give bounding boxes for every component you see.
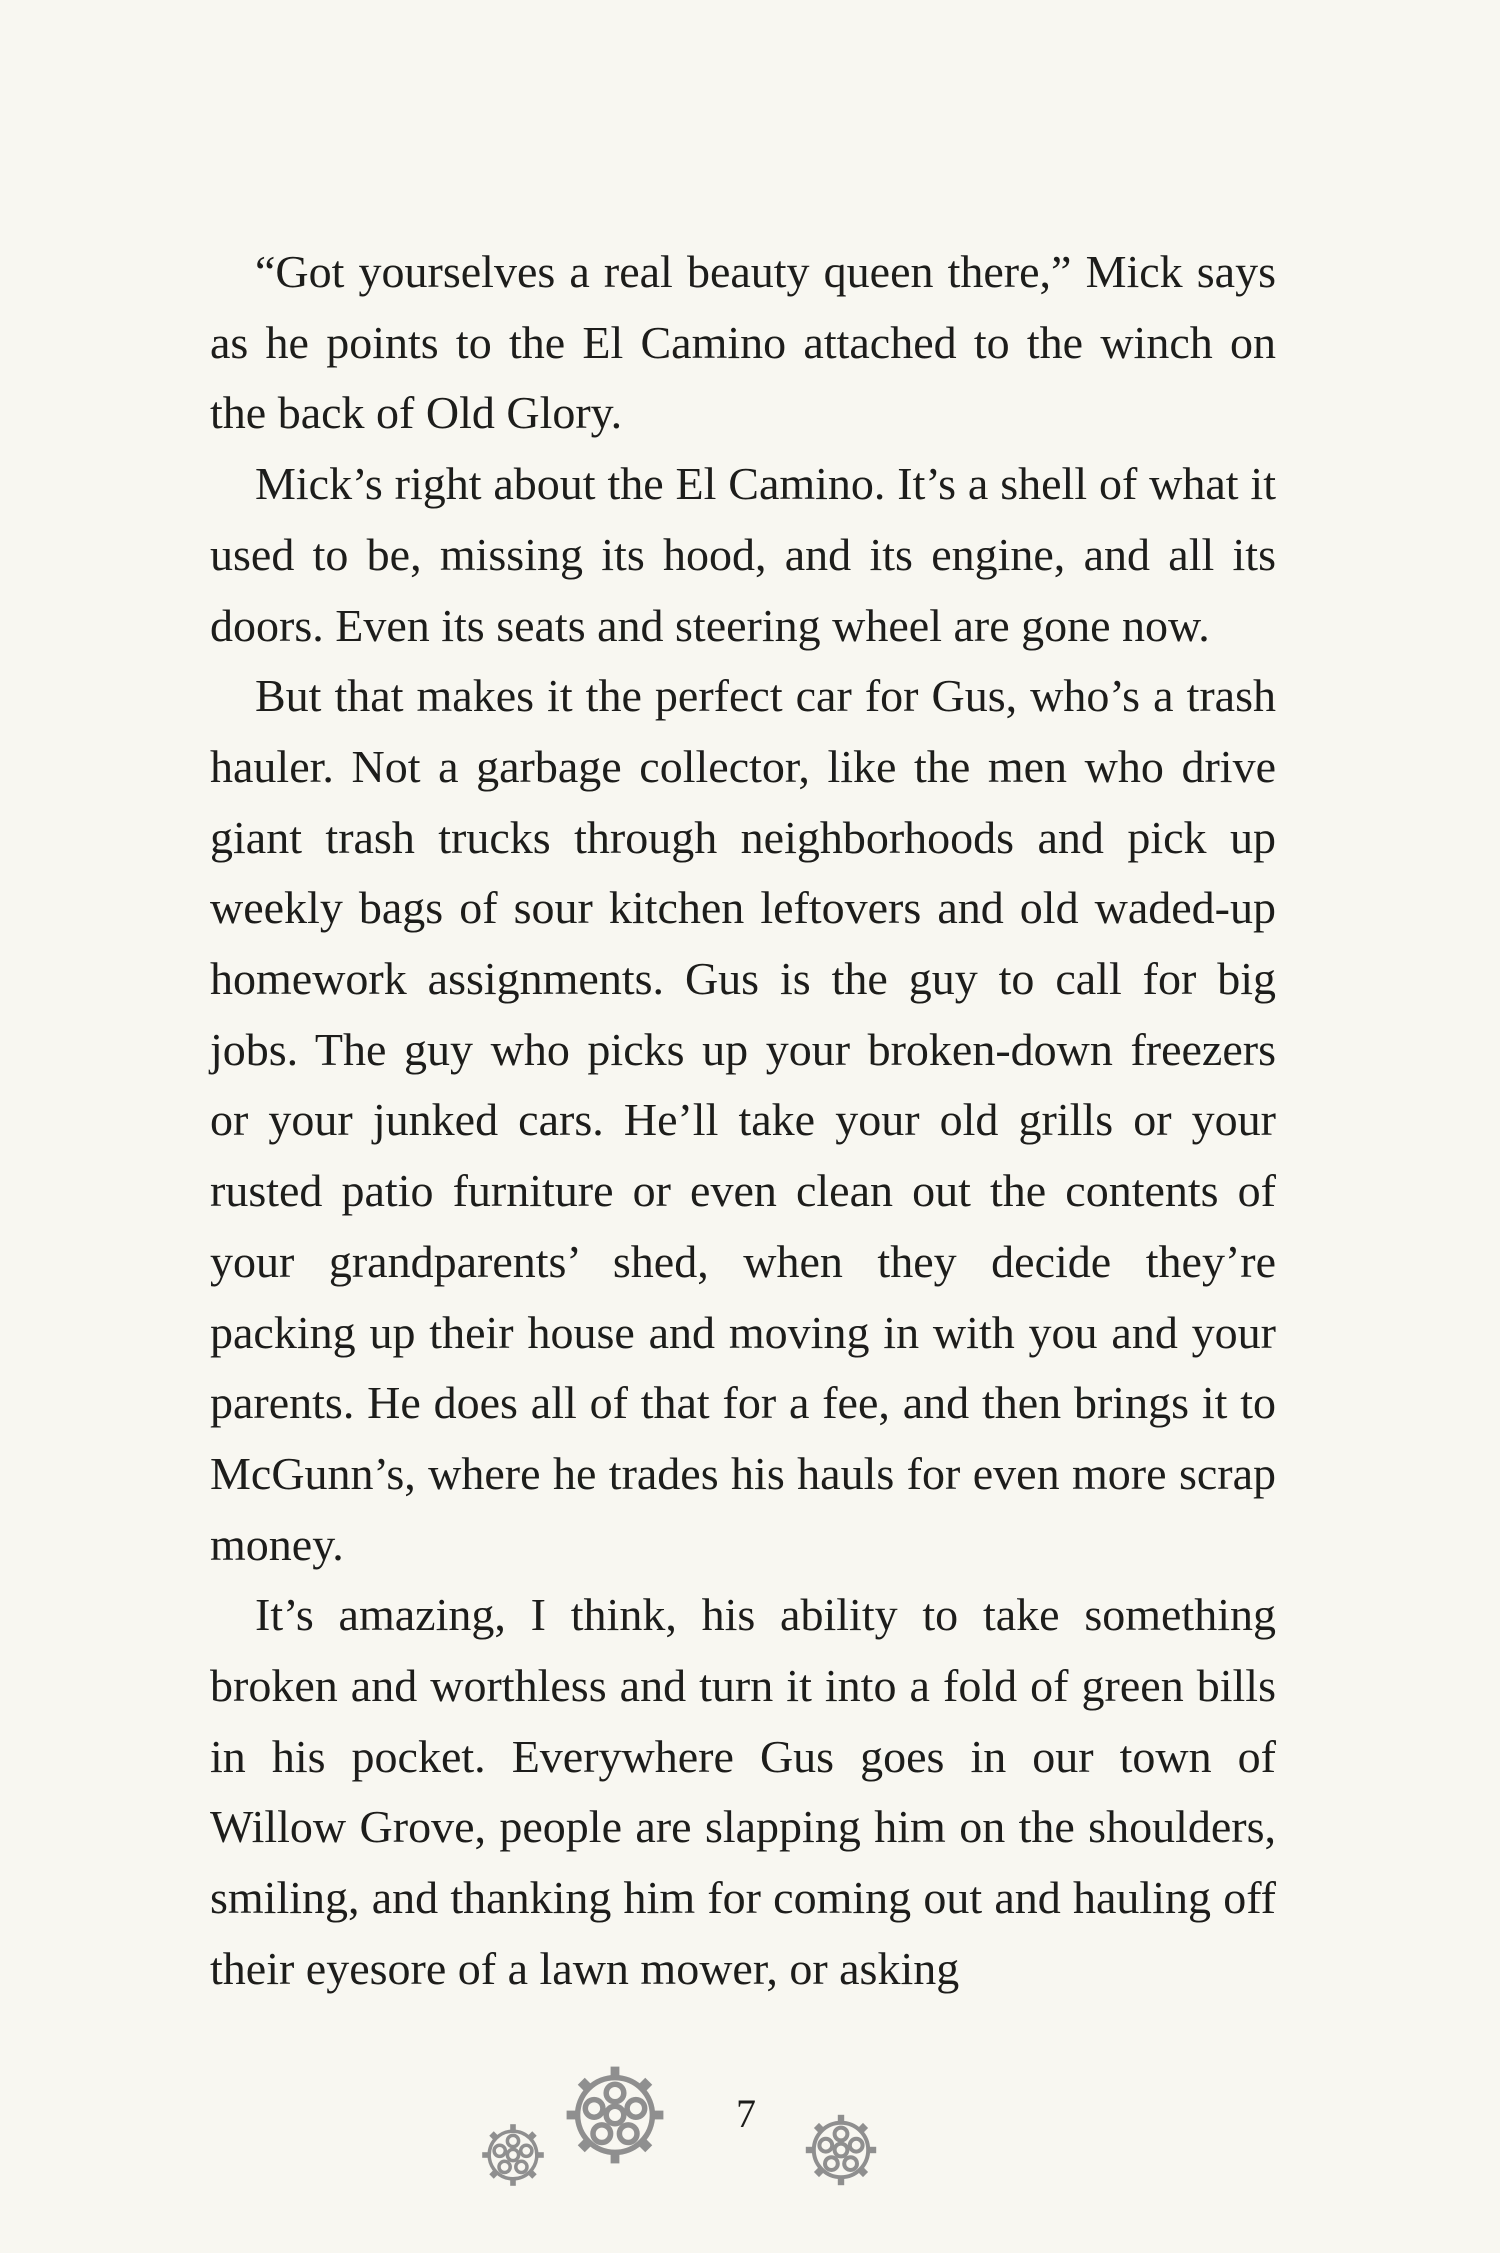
gear-icon: [560, 2060, 670, 2170]
gear-icon: [801, 2110, 881, 2190]
paragraph-3: But that makes it the perfect car for Gus, who’s a trash hauler. Not a garbage collector, like the men who drive giant trash trucks through neighborhoods and pick up weekly bags of sour kitchen leftovers and old waded-up homework assignments. Gus is the guy to call for big jobs. The guy who picks up your broken-down freezers or your junked cars. He’ll take your old grills or your rusted patio furniture or even clean out the contents of your grandparents’ shed, when they decide they’re packing up their house and moving in with you and your parents. He does all of that for a fee, and then brings it to McGunn’s, where he trades his hauls for even more scrap money.: [210, 670, 1276, 1570]
paragraph-2: Mick’s right about the El Camino. It’s a shell of what it used to be, missing its hood, and its engine, and all its doors. Even its seats and steering wheel are gone now.: [210, 458, 1276, 651]
paragraph-1: “Got yourselves a real beauty queen there,” Mick says as he points to the El Camino attached to the winch on the back of Old Glory.: [210, 246, 1276, 439]
page-footer: [0, 2040, 1500, 2240]
body-text: [210, 237, 1276, 2005]
gear-icon: [478, 2120, 548, 2190]
paragraph-4: It’s amazing, I think, his ability to take something broken and worthless and turn it into a fold of green bills in his pocket. Everywhere Gus goes in our town of Willow Grove, people are slapping him on the shoulders, smiling, and thanking him for coming out and hauling off their eyesore of a lawn mower, or asking: [210, 1589, 1276, 1994]
page-number: 7: [736, 2091, 756, 2136]
